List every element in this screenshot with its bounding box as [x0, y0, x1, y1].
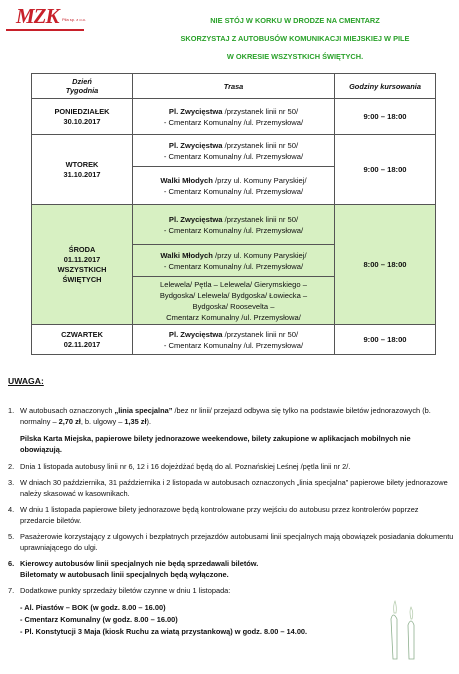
logo-underline — [6, 29, 84, 31]
hours-cell: 9:00 – 18:00 — [335, 99, 436, 135]
header-hours: Godziny kursowania — [335, 74, 436, 99]
note-item-3: 3. W dniach 30 października, 31 października i 2 listopada w autobusach oznaczonych „linia specjalna” papierowe bilety jednorazowe należy skasować w kasownikach. — [8, 478, 448, 498]
day-cell: CZWARTEK 02.11.2017 — [32, 325, 133, 355]
table-row-monday — [32, 99, 436, 135]
route-cell: Pl. Zwycięstwa /przystanek linii nr 50/ - Cmentarz Komunalny /ul. Przemysłowa/ — [133, 135, 335, 167]
hours-cell: 9:00 – 18:00 — [335, 135, 436, 205]
hours-cell: 8:00 – 18:00 — [335, 205, 436, 325]
page-header — [140, 12, 450, 66]
table-row-wednesday-a — [32, 205, 436, 245]
route-cell: Walki Młodych /przy ul. Komuny Paryskiej/ - Cmentarz Komunalny /ul. Przemysłowa/ — [133, 167, 335, 205]
header-route: Trasa — [133, 74, 335, 99]
schedule-table — [31, 73, 436, 355]
header-line-1: NIE STÓJ W KORKU W DRODZE NA CMENTARZ — [210, 16, 380, 25]
header-day: Dzień Tygodnia — [32, 74, 133, 99]
notes-title: UWAGA: — [8, 376, 44, 386]
note-item-2: 2. Dnia 1 listopada autobusy linii nr 6, 12 i 16 dojeżdżać będą do al. Poznańskiej Leśnej /pętla linii nr 2/. — [8, 462, 351, 471]
header-line-3: W OKRESIE WSZYSTKICH ŚWIĘTYCH. — [226, 52, 364, 61]
mzk-logo — [6, 4, 86, 30]
note-item-1-bold: Pilska Karta Miejska, papierowe bilety jednorazowe weekendowe, bilety zakupione w aplikacjach mobilnych nie obowiązują. — [20, 434, 411, 454]
logo-text: MZK — [16, 4, 59, 28]
day-cell: PONIEDZIAŁEK 30.10.2017 — [32, 99, 133, 135]
header-line-2: SKORZYSTAJ Z AUTOBUSÓW KOMUNIKACJI MIEJSKIEJ W PILE — [180, 34, 410, 43]
hours-cell: 9:00 – 18:00 — [335, 325, 436, 355]
day-cell: ŚRODA 01.11.2017 WSZYSTKICH ŚWIĘTYCH — [32, 205, 133, 325]
note-item-5: 5. Pasażerowie korzystający z ulgowych i bezpłatnych przejazdów autobusami linii specjalnych mają obowiązek posiadania dokumentu uprawniającego do ulgi. — [8, 532, 454, 552]
route-cell: Pl. Zwycięstwa /przystanek linii nr 50/ - Cmentarz Komunalny /ul. Przemysłowa/ — [133, 99, 335, 135]
table-header-row — [32, 74, 436, 99]
day-cell: WTOREK 31.10.2017 — [32, 135, 133, 205]
candles-decoration — [373, 589, 433, 664]
route-cell: Walki Młodych /przy ul. Komuny Paryskiej/ - Cmentarz Komunalny /ul. Przemysłowa/ — [133, 245, 335, 277]
sales-point: - Cmentarz Komunalny (w godz. 8.00 – 16.00) — [20, 615, 178, 624]
sales-point: - Pl. Konstytucji 3 Maja (kiosk Ruchu za wiatą przystankową) w godz. 8.00 – 14.00. — [20, 627, 308, 636]
table-row-tuesday-a — [32, 135, 436, 167]
note-item-7: 7. Dodatkowe punkty sprzedaży biletów czynne w dniu 1 listopada: — [8, 586, 231, 595]
note-item-4: 4. W dniu 1 listopada papierowe bilety jednorazowe będą kontrolowane przy wejściu do autobusu przez kontrolerów poprzez przedarcie biletów. — [8, 505, 419, 525]
table-row-thursday — [32, 325, 436, 355]
route-cell: Lelewela/ Pętla – Lelewela/ Gierymskiego – Bydgoska/ Lelewela/ Bydgoska/ Łowiecka – Bydgoska/ Roosevelta – Cmentarz Komunalny /ul. Przemysłowa/ — [133, 277, 335, 325]
note-item-1: 1. W autobusach oznaczonych „linia specjalna” /bez nr linii/ przejazd odbywa się tylko na podstawie biletów jednorazowych (b. normalny – 2,70 zł, b. ulgowy – 1,35 zł). — [8, 406, 431, 426]
note-item-6: 6. Kierowcy autobusów linii specjalnych nie będą sprzedawali biletów. Biletomaty w autobusach linii specjalnych będą wyłączone. — [8, 559, 259, 579]
logo-subtext: Piła sp. z o.o. — [62, 17, 87, 22]
route-cell: Pl. Zwycięstwa /przystanek linii nr 50/ - Cmentarz Komunalny /ul. Przemysłowa/ — [133, 205, 335, 245]
route-cell: Pl. Zwycięstwa /przystanek linii nr 50/ - Cmentarz Komunalny /ul. Przemysłowa/ — [133, 325, 335, 355]
sales-point: - Al. Piastów – BOK (w godz. 8.00 – 16.00) — [20, 603, 166, 612]
